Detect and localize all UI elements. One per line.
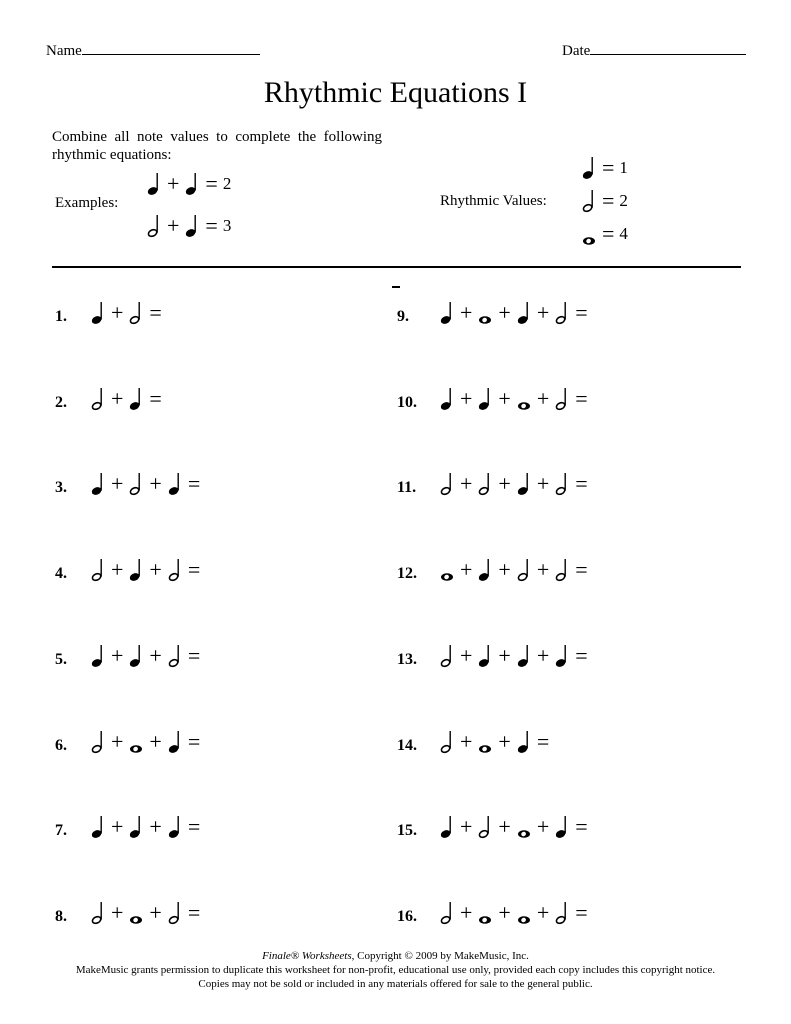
quarter-note-icon [477, 643, 493, 669]
problem-number: 11. [397, 479, 417, 497]
quarter-note-icon [167, 471, 183, 497]
plus-sign: + [536, 642, 550, 668]
plus-sign: + [536, 300, 550, 325]
instructions: Combine all note values to complete the following rhythmic equations: [52, 129, 382, 163]
plus-sign: + [536, 899, 550, 925]
plus-sign: + [149, 557, 162, 583]
quarter-note-icon [516, 300, 532, 326]
plus-sign: + [149, 728, 162, 754]
whole-note-icon [581, 221, 597, 247]
plus-sign: + [536, 471, 550, 497]
quarter-note-icon [128, 643, 144, 669]
plus-sign: + [536, 814, 550, 840]
example-line-2 [146, 213, 231, 239]
quarter-note-icon [516, 471, 532, 497]
plus-sign: + [460, 471, 473, 497]
problem-number: 13. [397, 650, 417, 668]
plus-sign: + [167, 171, 180, 196]
plus-sign: + [498, 557, 511, 583]
half-note-icon [90, 729, 106, 755]
quarter-note-icon [477, 386, 493, 412]
equals-sign: = [187, 899, 201, 925]
quarter-note-icon [439, 814, 455, 840]
footer-line-1 [0, 949, 791, 963]
quarter-note-icon [128, 814, 144, 840]
date-field [562, 42, 746, 60]
quarter-note-icon [184, 213, 200, 239]
equals-sign: = [205, 213, 218, 238]
quarter-note-icon [184, 171, 200, 197]
plus-sign: + [498, 899, 511, 925]
plus-sign: + [460, 557, 473, 583]
problem-6 [55, 729, 201, 755]
plus-sign: + [498, 385, 511, 411]
date-blank-line [590, 42, 746, 55]
half-note-icon [90, 557, 106, 583]
half-note-icon [554, 386, 570, 412]
plus-sign: + [498, 471, 511, 497]
half-note-icon [439, 471, 455, 497]
plus-sign: + [460, 642, 473, 668]
equals-sign: = [187, 642, 201, 668]
value-number: 1 [619, 158, 628, 177]
half-note-icon [146, 213, 162, 239]
quarter-note-icon [439, 386, 455, 412]
problem-number: 3. [55, 479, 67, 497]
half-note-icon [167, 643, 183, 669]
problem-number: 14. [397, 736, 417, 754]
divider-dash [392, 286, 400, 288]
plus-sign: + [536, 385, 550, 411]
quarter-note-icon [477, 557, 493, 583]
quarter-note-icon [128, 557, 144, 583]
problem-16 [397, 900, 589, 926]
half-note-icon [128, 300, 144, 326]
whole-note-icon [516, 814, 532, 840]
quarter-note-icon [167, 729, 183, 755]
quarter-note-icon [439, 300, 455, 326]
footer-product: Finale® Worksheets [262, 950, 352, 962]
name-field [46, 42, 260, 60]
plus-sign: + [111, 557, 124, 583]
equals-sign: = [575, 471, 588, 497]
plus-sign: + [460, 728, 473, 754]
equals-sign: = [575, 814, 588, 840]
quarter-note-icon [581, 155, 597, 181]
plus-sign: + [498, 814, 511, 840]
problem-12 [397, 557, 589, 583]
quarter-note-icon [90, 814, 106, 840]
whole-note-icon [128, 900, 144, 926]
equals-sign: = [205, 171, 218, 196]
plus-sign: + [149, 642, 162, 668]
problem-9 [397, 300, 589, 326]
section-divider [52, 266, 741, 268]
half-note-icon [477, 814, 493, 840]
value-quarter [581, 155, 628, 181]
value-half [581, 188, 628, 214]
equals-sign: = [575, 300, 588, 325]
example-result: 2 [222, 174, 232, 193]
quarter-note-icon [128, 386, 144, 412]
plus-sign: + [111, 899, 124, 925]
plus-sign: + [111, 385, 124, 411]
half-note-icon [90, 900, 106, 926]
plus-sign: + [149, 814, 162, 840]
half-note-icon [477, 471, 493, 497]
equals-sign: = [187, 728, 201, 754]
equals-sign: = [187, 557, 201, 583]
quarter-note-icon [516, 729, 532, 755]
plus-sign: + [111, 814, 124, 840]
problem-number: 12. [397, 565, 417, 583]
half-note-icon [167, 900, 183, 926]
plus-sign: + [460, 899, 473, 925]
equals-sign: = [187, 471, 201, 497]
half-note-icon [90, 386, 106, 412]
plus-sign: + [149, 899, 162, 925]
problem-number: 4. [55, 565, 67, 583]
equals-sign: = [536, 728, 550, 754]
half-note-icon [554, 557, 570, 583]
equals-sign: = [575, 642, 588, 668]
problem-5 [55, 643, 201, 669]
equals-sign: = [187, 814, 201, 840]
name-label: Name [46, 43, 82, 59]
whole-note-icon [477, 300, 493, 326]
whole-note-icon [128, 729, 144, 755]
plus-sign: + [536, 557, 550, 583]
problem-number: 15. [397, 822, 417, 840]
plus-sign: + [498, 300, 511, 325]
problem-8 [55, 900, 201, 926]
whole-note-icon [477, 729, 493, 755]
plus-sign: + [111, 728, 124, 754]
half-note-icon [128, 471, 144, 497]
problem-7 [55, 814, 201, 840]
plus-sign: + [111, 642, 124, 668]
example-result: 3 [222, 216, 232, 235]
problem-2 [55, 386, 163, 412]
problem-15 [397, 814, 589, 840]
half-note-icon [167, 557, 183, 583]
whole-note-icon [439, 557, 455, 583]
problem-number: 9. [397, 308, 409, 325]
problem-number: 16. [397, 907, 417, 925]
problem-number: 8. [55, 907, 67, 925]
plus-sign: + [460, 814, 473, 840]
whole-note-icon [516, 900, 532, 926]
equals-sign: = [602, 221, 615, 246]
rhythmic-values-label: Rhythmic Values: [440, 193, 547, 209]
problem-14 [397, 729, 550, 755]
half-note-icon [554, 471, 570, 497]
plus-sign: + [498, 728, 511, 754]
equals-sign: = [602, 155, 615, 180]
plus-sign: + [167, 213, 180, 238]
equals-sign: = [575, 899, 588, 925]
value-whole [581, 221, 628, 247]
problem-10 [397, 386, 589, 412]
problem-number: 5. [55, 650, 67, 668]
half-note-icon [581, 188, 597, 214]
problem-number: 1. [55, 308, 67, 325]
quarter-note-icon [90, 643, 106, 669]
quarter-note-icon [146, 171, 162, 197]
quarter-note-icon [554, 814, 570, 840]
half-note-icon [439, 643, 455, 669]
value-number: 2 [619, 191, 628, 210]
date-label: Date [562, 43, 591, 59]
quarter-note-icon [167, 814, 183, 840]
plus-sign: + [149, 471, 162, 497]
equals-sign: = [602, 188, 615, 213]
quarter-note-icon [554, 643, 570, 669]
problem-number: 2. [55, 393, 67, 411]
equals-sign: = [575, 557, 588, 583]
page-title: Rhythmic Equations I [263, 76, 528, 109]
example-line-1 [146, 171, 231, 197]
quarter-note-icon [90, 300, 106, 326]
footer-line-2: MakeMusic grants permission to duplicate this worksheet for non-profit, educational use only, provided each copy includes this copyright notice. [75, 964, 716, 976]
equals-sign: = [149, 300, 162, 325]
footer-copyright: , Copyright © 2009 by MakeMusic, Inc. [351, 950, 529, 962]
problem-number: 7. [55, 822, 67, 840]
plus-sign: + [498, 642, 511, 668]
examples-label: Examples: [55, 195, 119, 211]
plus-sign: + [460, 385, 473, 411]
half-note-icon [516, 557, 532, 583]
problem-3 [55, 471, 201, 497]
half-note-icon [554, 900, 570, 926]
half-note-icon [439, 729, 455, 755]
equals-sign: = [149, 385, 162, 411]
plus-sign: + [460, 300, 473, 325]
whole-note-icon [477, 900, 493, 926]
problem-11 [397, 471, 589, 497]
footer-line-3: Copies may not be sold or included in any materials offered for sale to the general public. [198, 978, 593, 990]
plus-sign: + [111, 471, 124, 497]
whole-note-icon [516, 386, 532, 412]
half-note-icon [439, 900, 455, 926]
half-note-icon [554, 300, 570, 326]
problem-number: 10. [397, 393, 417, 411]
problem-13 [397, 643, 589, 669]
problem-1 [55, 300, 163, 326]
problem-number: 6. [55, 736, 67, 754]
quarter-note-icon [90, 471, 106, 497]
equals-sign: = [575, 385, 588, 411]
name-blank-line [82, 42, 260, 55]
plus-sign: + [111, 300, 124, 325]
problem-4 [55, 557, 201, 583]
value-number: 4 [619, 224, 628, 243]
quarter-note-icon [516, 643, 532, 669]
